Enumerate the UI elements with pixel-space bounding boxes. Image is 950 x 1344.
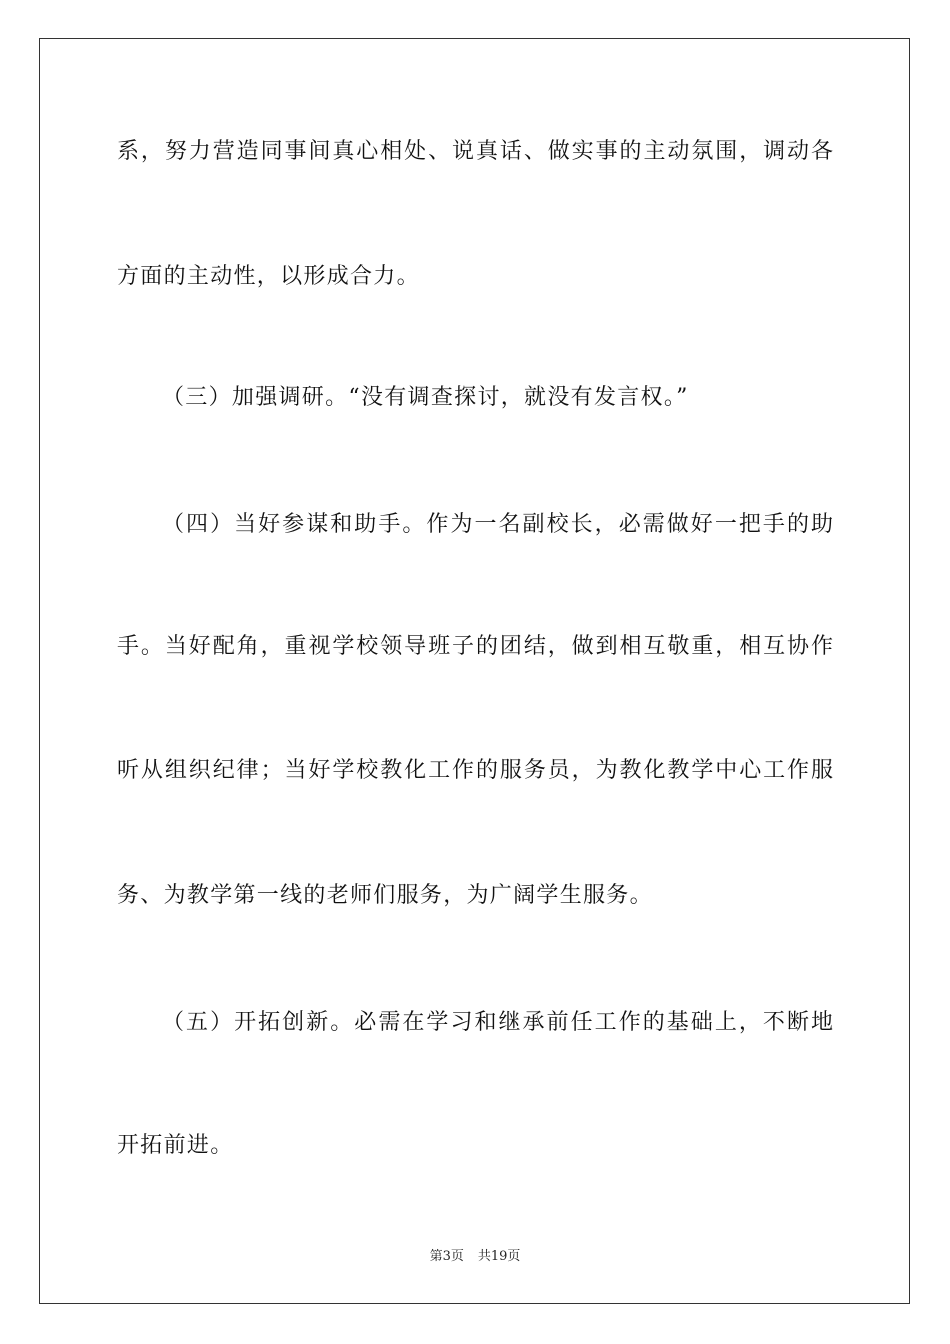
paragraph-line: 听从组织纪律；当好学校教化工作的服务员，为教化教学中心工作服 <box>117 758 833 783</box>
paragraph-line: 方面的主动性，以形成合力。 <box>117 264 420 289</box>
paragraph-line-heading: （四）当好参谋和助手。作为一名副校长，必需做好一把手的助 <box>162 512 833 537</box>
page-total: 共19页 <box>477 1249 521 1264</box>
paragraph-line-heading: （五）开拓创新。必需在学习和继承前任工作的基础上，不断地 <box>162 1010 833 1035</box>
page-footer <box>0 1248 950 1266</box>
paragraph-line: 开拓前进。 <box>117 1133 234 1158</box>
paragraph-line: 手。当好配角，重视学校领导班子的团结，做到相互敬重，相互协作 <box>117 634 833 659</box>
paragraph-line: 系，努力营造同事间真心相处、说真话、做实事的主动氛围，调动各 <box>117 139 833 164</box>
paragraph-line: 务、为教学第一线的老师们服务，为广阔学生服务。 <box>117 883 653 908</box>
page-number: 第3页 <box>429 1249 464 1264</box>
paragraph-line-heading: （三）加强调研。“没有调查探讨，就没有发言权。” <box>162 385 689 410</box>
page-frame <box>39 38 910 1304</box>
